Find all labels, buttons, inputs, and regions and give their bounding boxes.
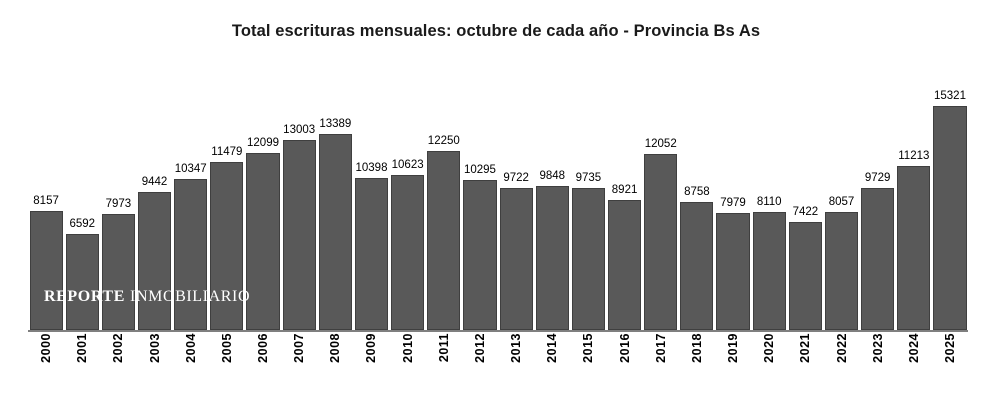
bar-value-label: 8758 bbox=[684, 186, 710, 199]
x-tick-label: 2020 bbox=[762, 333, 777, 363]
x-tick-label: 2012 bbox=[472, 333, 487, 363]
bar-slot bbox=[138, 88, 171, 330]
bar-value-label: 10347 bbox=[174, 162, 207, 175]
bar-value-label: 12099 bbox=[247, 137, 279, 150]
bar-slot bbox=[246, 88, 279, 330]
tick-slot bbox=[644, 333, 677, 393]
bar-slot bbox=[861, 88, 894, 330]
bar-value-label: 9722 bbox=[503, 171, 529, 184]
plot-area bbox=[28, 88, 968, 330]
bar bbox=[861, 188, 894, 330]
x-tick-label: 2001 bbox=[75, 333, 90, 363]
bar-slot bbox=[283, 88, 316, 330]
x-tick-label: 2024 bbox=[906, 333, 921, 363]
bar-slot bbox=[753, 88, 786, 330]
x-tick-label: 2017 bbox=[653, 333, 668, 363]
watermark-light: INMOBILIARIO bbox=[130, 288, 251, 305]
x-tick-label: 2015 bbox=[581, 333, 596, 363]
tick-slot bbox=[138, 333, 171, 393]
tick-slot bbox=[680, 333, 713, 393]
tick-slot bbox=[716, 333, 749, 393]
bar bbox=[355, 178, 388, 330]
bar bbox=[536, 186, 569, 330]
x-tick-label: 2010 bbox=[400, 333, 415, 363]
tick-slot bbox=[174, 333, 207, 393]
tick-slot bbox=[825, 333, 858, 393]
x-axis-line bbox=[28, 330, 968, 332]
x-tick-label: 2023 bbox=[870, 333, 885, 363]
bar-value-label: 12052 bbox=[644, 137, 677, 150]
x-axis-tick-labels bbox=[28, 333, 968, 393]
bar-slot bbox=[825, 88, 858, 330]
bar bbox=[644, 154, 677, 330]
x-tick-label: 2000 bbox=[39, 333, 54, 363]
bar-slot bbox=[789, 88, 822, 330]
bar bbox=[933, 106, 966, 330]
x-tick-label: 2007 bbox=[292, 333, 307, 363]
tick-slot bbox=[427, 333, 460, 393]
bar-value-label: 8057 bbox=[828, 196, 855, 209]
bar bbox=[30, 211, 63, 330]
bar-slot bbox=[210, 88, 243, 330]
tick-slot bbox=[861, 333, 894, 393]
bar bbox=[246, 153, 279, 330]
bar-slot bbox=[427, 88, 460, 330]
tick-slot bbox=[500, 333, 533, 393]
bar-slot bbox=[608, 88, 641, 330]
bar bbox=[500, 188, 533, 330]
bar-slot bbox=[536, 88, 569, 330]
x-tick-label: 2018 bbox=[689, 333, 704, 363]
bar-slot bbox=[391, 88, 424, 330]
tick-slot bbox=[66, 333, 99, 393]
tick-slot bbox=[30, 333, 63, 393]
tick-slot bbox=[246, 333, 279, 393]
bar-value-label: 7979 bbox=[720, 197, 746, 210]
bar-value-label: 12250 bbox=[427, 135, 460, 148]
bar-slot bbox=[355, 88, 388, 330]
bar-value-label: 6592 bbox=[69, 217, 96, 230]
bar-value-label: 9729 bbox=[864, 171, 891, 184]
tick-slot bbox=[391, 333, 424, 393]
bar bbox=[391, 175, 424, 330]
bar-value-label: 11213 bbox=[898, 150, 930, 163]
tick-slot bbox=[463, 333, 496, 393]
bar bbox=[680, 202, 713, 330]
bar-value-label: 13003 bbox=[283, 124, 316, 137]
bar-slot bbox=[102, 88, 135, 330]
x-tick-label: 2008 bbox=[328, 333, 343, 363]
bar bbox=[608, 200, 641, 330]
bar bbox=[138, 192, 171, 330]
bar bbox=[716, 213, 749, 330]
bar bbox=[66, 234, 99, 330]
x-tick-label: 2025 bbox=[942, 333, 957, 363]
bar bbox=[427, 151, 460, 330]
tick-slot bbox=[753, 333, 786, 393]
bar bbox=[572, 188, 605, 330]
bar-value-label: 9735 bbox=[575, 171, 602, 184]
x-tick-label: 2016 bbox=[617, 333, 632, 363]
bar-value-label: 10295 bbox=[463, 163, 496, 176]
bar-value-label: 7973 bbox=[105, 197, 132, 210]
bar-value-label: 7422 bbox=[792, 205, 819, 218]
bar bbox=[463, 180, 496, 330]
bar-value-label: 10398 bbox=[355, 162, 388, 175]
tick-slot bbox=[536, 333, 569, 393]
bar-slot bbox=[66, 88, 99, 330]
bar-value-label: 13389 bbox=[319, 118, 352, 131]
watermark-strong: REPORTE bbox=[44, 288, 125, 305]
bar-slot bbox=[572, 88, 605, 330]
bar-value-label: 10623 bbox=[391, 158, 424, 171]
tick-slot bbox=[319, 333, 352, 393]
bar bbox=[174, 179, 207, 330]
bar-slot bbox=[30, 88, 63, 330]
bar-slot bbox=[644, 88, 677, 330]
bar-value-label: 8110 bbox=[756, 195, 782, 208]
bar bbox=[753, 212, 786, 330]
bar bbox=[897, 166, 930, 330]
tick-slot bbox=[789, 333, 822, 393]
bar-value-label: 15321 bbox=[933, 90, 966, 103]
bar bbox=[319, 134, 352, 330]
tick-slot bbox=[102, 333, 135, 393]
bar bbox=[210, 162, 243, 330]
x-tick-label: 2022 bbox=[834, 333, 849, 363]
bar-series bbox=[28, 88, 968, 330]
x-tick-label: 2004 bbox=[183, 333, 198, 363]
x-tick-label: 2019 bbox=[726, 333, 741, 363]
tick-slot bbox=[355, 333, 388, 393]
bar-slot bbox=[680, 88, 713, 330]
x-tick-label: 2003 bbox=[147, 333, 162, 363]
bar-slot bbox=[897, 88, 930, 330]
tick-slot bbox=[572, 333, 605, 393]
tick-slot bbox=[608, 333, 641, 393]
bar-value-label: 8921 bbox=[611, 183, 638, 196]
bar-slot bbox=[933, 88, 966, 330]
bar bbox=[825, 212, 858, 330]
bar-slot bbox=[319, 88, 352, 330]
bar-value-label: 9848 bbox=[539, 170, 566, 183]
chart-title: Total escrituras mensuales: octubre de cada año - Provincia Bs As bbox=[231, 22, 761, 40]
bar bbox=[102, 214, 135, 330]
bar-slot bbox=[174, 88, 207, 330]
x-tick-label: 2014 bbox=[545, 333, 560, 363]
bar bbox=[789, 222, 822, 330]
x-tick-label: 2006 bbox=[256, 333, 271, 363]
bar-slot bbox=[500, 88, 533, 330]
tick-slot bbox=[210, 333, 243, 393]
tick-slot bbox=[283, 333, 316, 393]
bar-value-label: 8157 bbox=[33, 194, 59, 207]
bar-slot bbox=[463, 88, 496, 330]
bar-slot bbox=[716, 88, 749, 330]
bar-value-label: 9442 bbox=[141, 176, 168, 189]
tick-slot bbox=[897, 333, 930, 393]
x-tick-label: 2005 bbox=[219, 333, 234, 363]
bar bbox=[283, 140, 316, 330]
x-tick-label: 2013 bbox=[509, 333, 524, 363]
tick-slot bbox=[933, 333, 966, 393]
x-tick-label: 2021 bbox=[798, 333, 813, 363]
x-tick-label: 2011 bbox=[436, 333, 451, 363]
bar-value-label: 11479 bbox=[211, 146, 243, 159]
x-tick-label: 2009 bbox=[364, 333, 379, 363]
x-tick-label: 2002 bbox=[111, 333, 126, 363]
